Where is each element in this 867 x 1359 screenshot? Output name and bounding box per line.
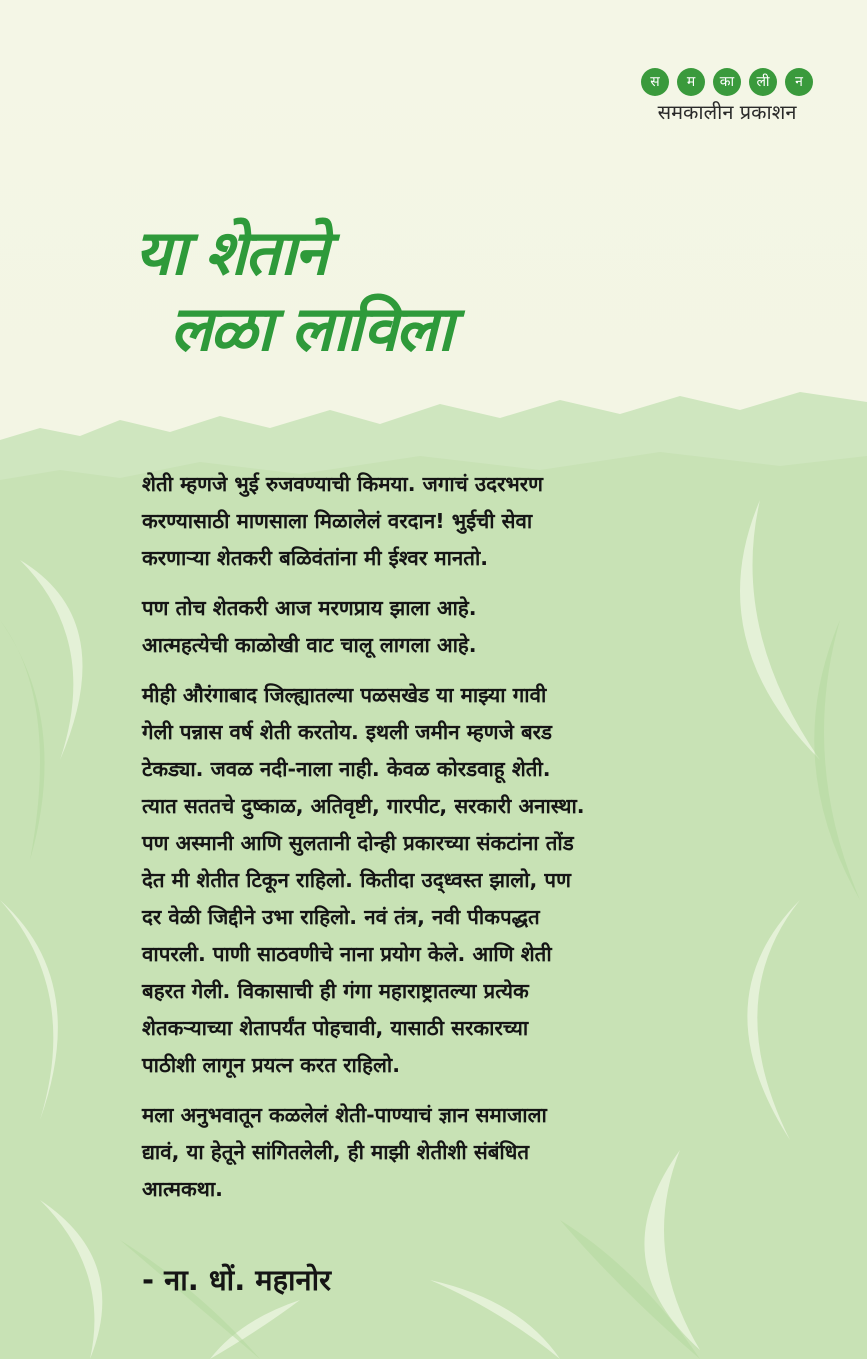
- paragraph-4: [142, 1097, 762, 1208]
- text-line: मला अनुभवातून कळलेलं शेती-पाण्याचं ज्ञान समाजाला: [142, 1103, 547, 1127]
- logo-circle: का: [713, 68, 741, 96]
- text-line: करणाऱ्या शेतकरी बळिवंतांना मी ईश्वर मानतो.: [142, 546, 489, 570]
- book-title: [135, 215, 475, 385]
- text-line: द्यावं, या हेतूने सांगितलेली, ही माझी शेतीशी संबंधित: [142, 1140, 530, 1164]
- logo-circle: म: [677, 68, 705, 96]
- text-line: आत्महत्येची काळोखी वाट चालू लागला आहे.: [142, 633, 477, 657]
- publisher-name: समकालीन प्रकाशन: [657, 100, 797, 124]
- text-line: करण्यासाठी माणसाला मिळालेलं वरदान! भुईची सेवा: [142, 509, 533, 533]
- paragraph-3: [142, 677, 762, 1084]
- logo-circle: ली: [749, 68, 777, 96]
- paragraph-1: [142, 466, 762, 577]
- text-line: मीही औरंगाबाद जिल्ह्यातल्या पळसखेड या माझ्या गावी: [142, 683, 547, 707]
- text-line: पाठीशी लागून प्रयत्न करत राहिलो.: [142, 1053, 401, 1077]
- text-line: बहरत गेली. विकासाची ही गंगा महाराष्ट्रातल्या प्रत्येक: [142, 979, 529, 1003]
- blurb-text: [142, 466, 762, 1221]
- text-line: त्यात सततचे दुष्काळ, अतिवृष्टी, गारपीट, सरकारी अनास्था.: [142, 794, 585, 818]
- logo-circle: स: [641, 68, 669, 96]
- text-line: पण तोच शेतकरी आज मरणप्राय झाला आहे.: [142, 596, 477, 620]
- text-line: आत्मकथा.: [142, 1177, 223, 1201]
- publisher-block: [627, 68, 827, 125]
- publisher-logo: [627, 68, 827, 96]
- text-line: दर वेळी जिद्दीने उभा राहिलो. नवं तंत्र, नवी पीकपद्धत: [142, 905, 540, 929]
- text-line: शेतकऱ्याच्या शेतापर्यंत पोहचावी, यासाठी सरकारच्या: [142, 1016, 529, 1040]
- text-line: वापरली. पाणी साठवणीचे नाना प्रयोग केले. आणि शेती: [142, 942, 552, 966]
- author-signature: - ना. धों. महानोर: [142, 1263, 332, 1297]
- text-line: टेकड्या. जवळ नदी-नाला नाही. केवळ कोरडवाहू शेती.: [142, 757, 551, 781]
- text-line: गेली पन्नास वर्ष शेती करतोय. इथली जमीन म्हणजे बरड: [142, 720, 553, 744]
- text-line: पण अस्मानी आणि सुलतानी दोन्ही प्रकारच्या संकटांना तोंड: [142, 831, 574, 855]
- title-line-2: लळा लाविला: [170, 292, 452, 365]
- text-line: देत मी शेतीत टिकून राहिलो. कितीदा उद्ध्वस्त झालो, पण: [142, 868, 571, 892]
- paragraph-2: [142, 590, 762, 664]
- title-line-1: या शेताने: [135, 216, 327, 289]
- logo-circle: न: [785, 68, 813, 96]
- text-line: शेती म्हणजे भुई रुजवण्याची किमया. जगाचं उदरभरण: [142, 472, 543, 496]
